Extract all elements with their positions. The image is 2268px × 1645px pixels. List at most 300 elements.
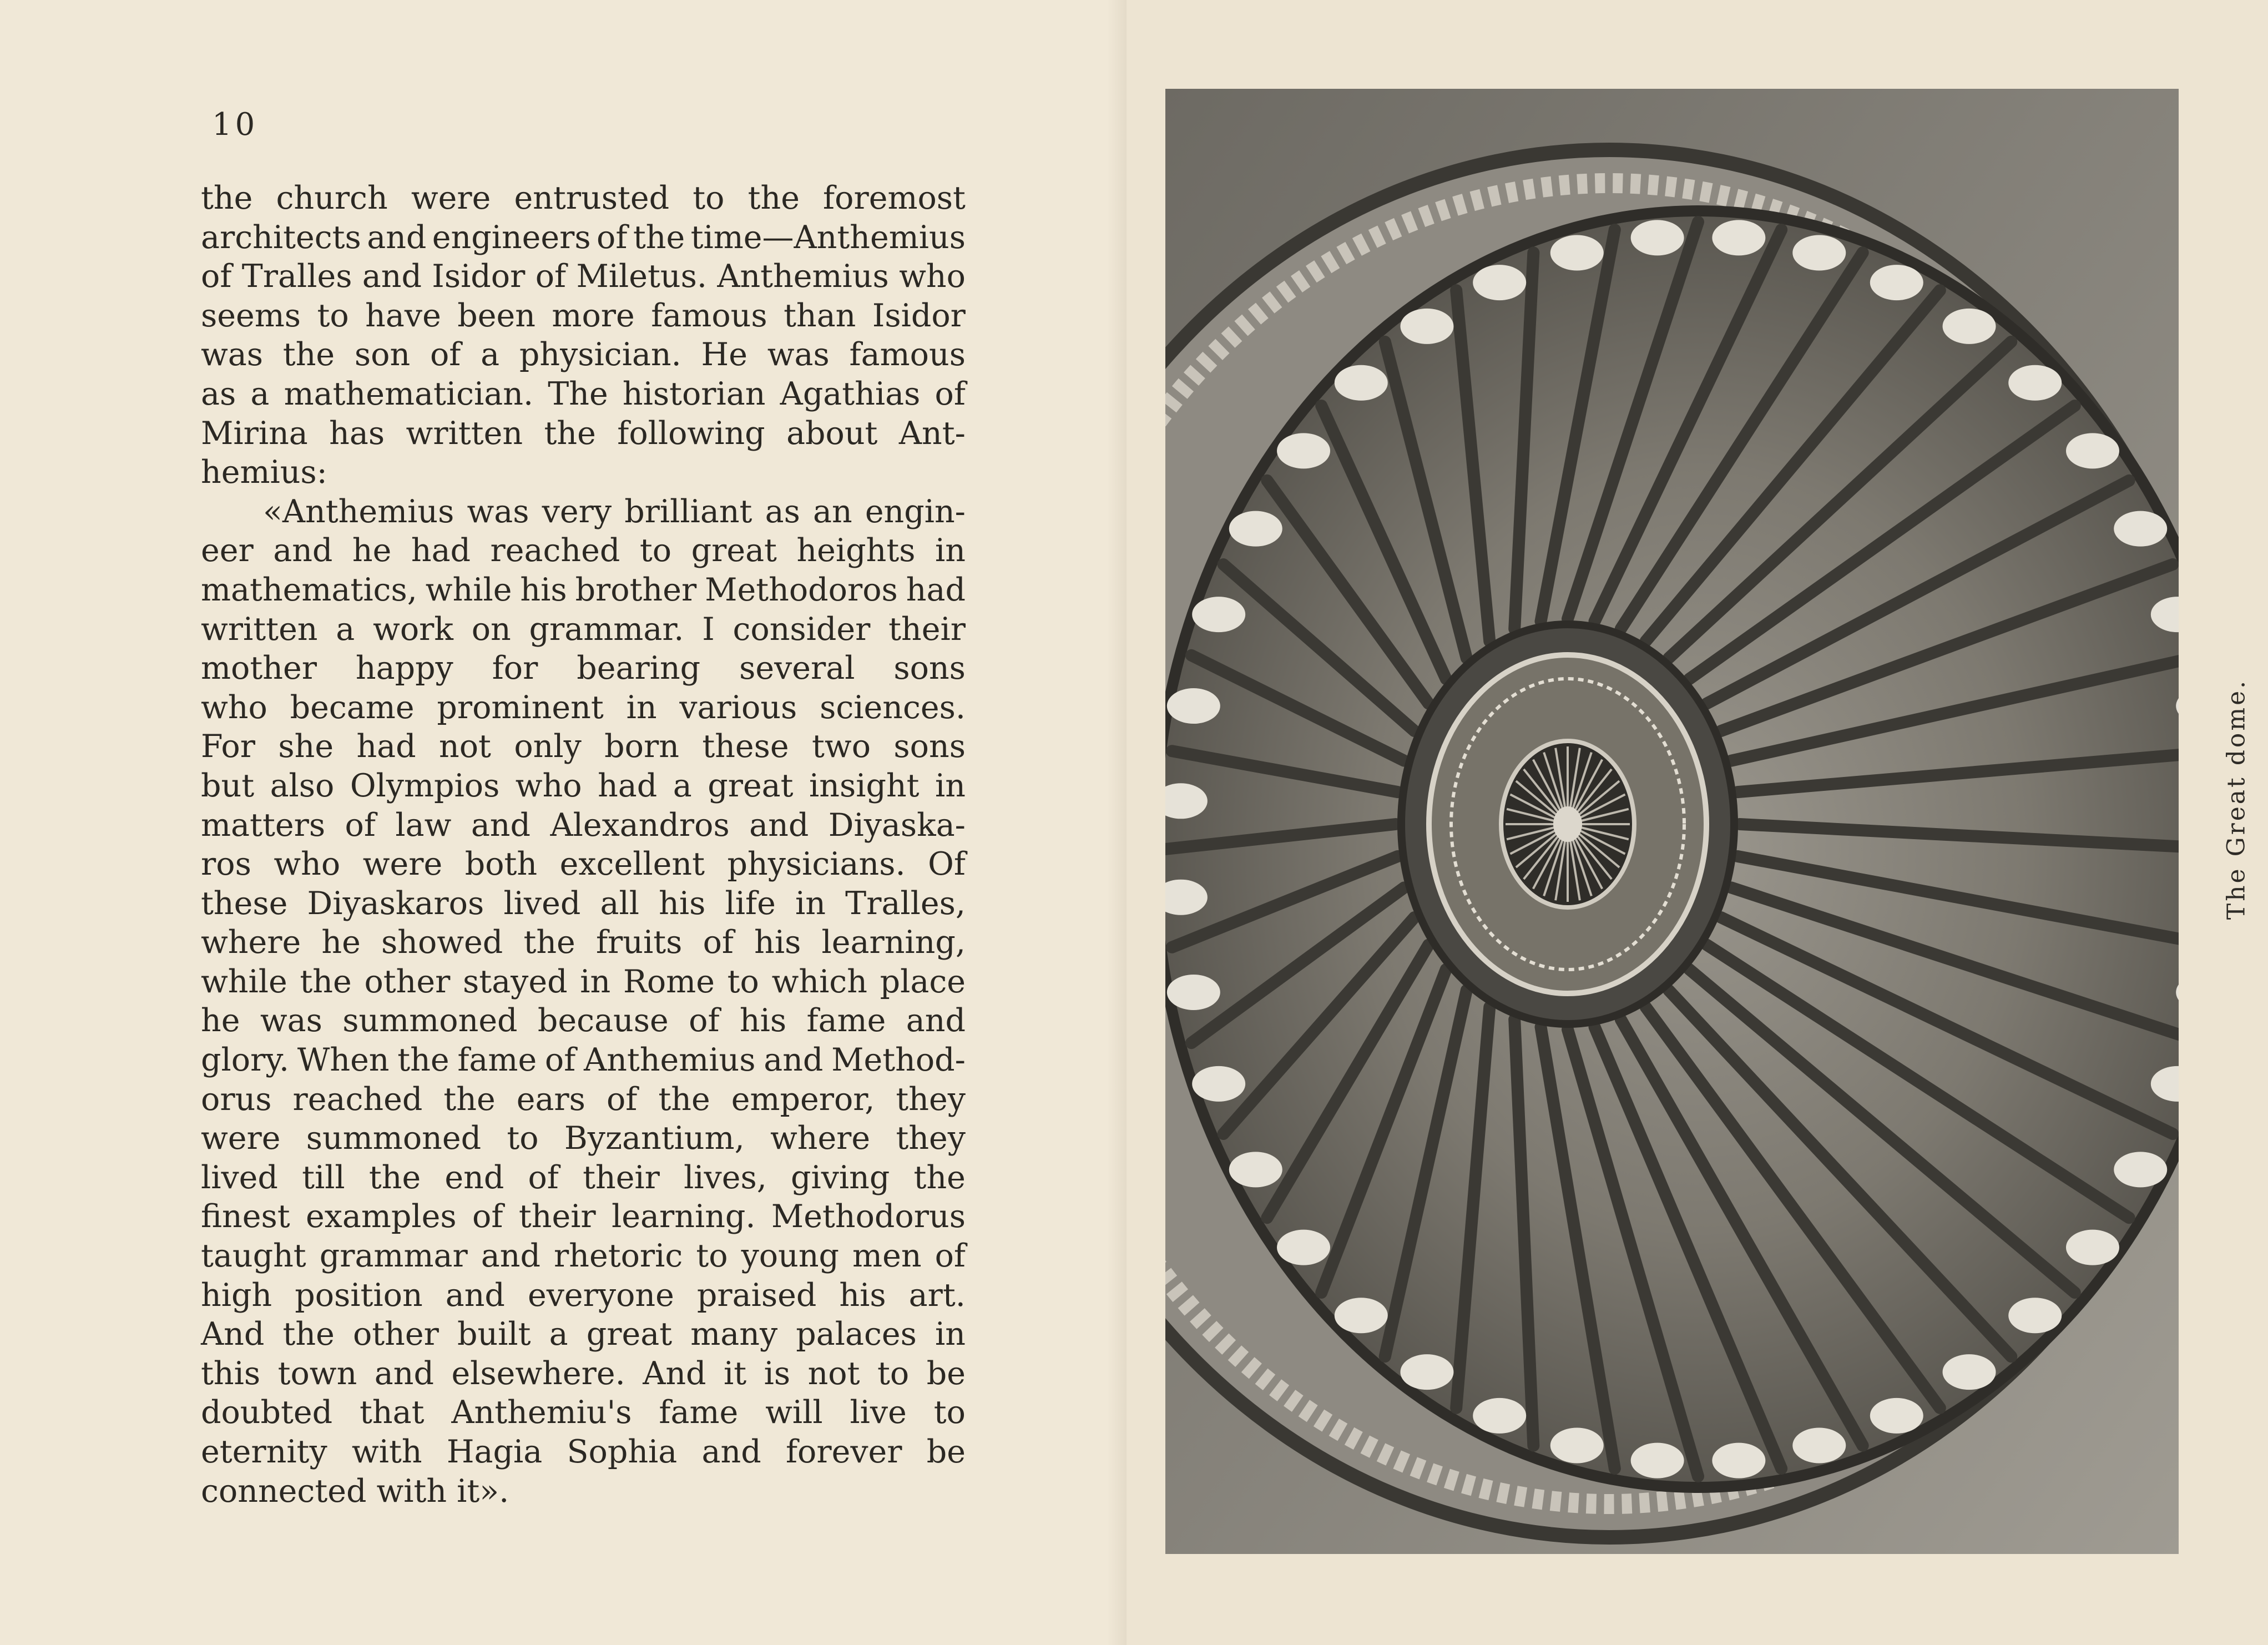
word: will xyxy=(765,1394,823,1431)
word: who xyxy=(201,689,267,726)
word: in xyxy=(626,689,657,726)
word: who xyxy=(274,846,341,883)
word: an xyxy=(812,493,852,530)
word: became xyxy=(290,689,415,726)
text-line xyxy=(201,1080,966,1119)
word: consider xyxy=(733,610,871,648)
dome-window xyxy=(1631,220,1684,255)
word: famous xyxy=(651,297,767,334)
dome-window xyxy=(2066,1230,2119,1265)
word: Tralles xyxy=(241,258,352,295)
word: physician. xyxy=(519,336,681,374)
text-line xyxy=(201,1237,966,1276)
word: Hagia xyxy=(446,1434,543,1470)
word: was xyxy=(767,336,830,374)
word: emperor, xyxy=(731,1081,875,1118)
word: orus xyxy=(201,1081,272,1118)
word: rhetoric xyxy=(554,1238,683,1275)
dome-window xyxy=(1943,309,1996,344)
word: law xyxy=(395,806,452,844)
dome-window xyxy=(1870,265,1923,300)
word: with xyxy=(376,1472,447,1510)
word: and xyxy=(749,806,809,844)
word: be xyxy=(926,1355,966,1392)
left-page xyxy=(0,0,1127,1645)
word: the xyxy=(282,336,335,374)
dome-window xyxy=(1229,511,1282,547)
word: lived xyxy=(201,1159,278,1196)
word: of xyxy=(935,375,966,412)
word: grammar xyxy=(319,1238,468,1275)
word: life xyxy=(725,885,776,922)
text-line xyxy=(201,1432,966,1472)
word: his xyxy=(520,571,567,608)
word: brilliant xyxy=(624,493,752,530)
dome-window xyxy=(1400,1354,1453,1390)
word: entrusted xyxy=(514,180,670,216)
word: glory. xyxy=(201,1042,290,1079)
word: for xyxy=(492,650,538,687)
plate-caption: The Great dome. xyxy=(2222,678,2251,920)
word: grammar. xyxy=(529,610,684,648)
word: ros xyxy=(201,846,251,883)
dome-window xyxy=(1167,688,1220,724)
text-line xyxy=(201,1119,966,1158)
text-line xyxy=(201,296,966,336)
word: bearing xyxy=(577,650,701,687)
word: was xyxy=(201,336,264,374)
text-line xyxy=(201,845,966,884)
word: Byzantium, xyxy=(564,1120,745,1157)
word: sons xyxy=(893,650,966,687)
word: mathematics, xyxy=(201,571,417,608)
word: and xyxy=(481,1238,541,1275)
word: as xyxy=(201,375,236,412)
word: to xyxy=(507,1120,539,1157)
word: not xyxy=(439,728,491,765)
word: Rome xyxy=(623,963,715,1000)
word: while xyxy=(425,571,512,608)
word: eer xyxy=(201,532,254,569)
dome-window xyxy=(1192,1066,1245,1102)
word: to xyxy=(639,532,672,569)
word: in xyxy=(795,885,826,922)
dome-window xyxy=(1792,235,1846,271)
word: summoned xyxy=(342,1002,518,1040)
word: hemius: xyxy=(201,454,327,491)
word: Isidor xyxy=(872,297,966,334)
text-line xyxy=(201,1001,966,1041)
word: been xyxy=(457,297,536,334)
word: finest xyxy=(201,1198,290,1235)
word: were xyxy=(201,1120,281,1157)
word: all xyxy=(600,885,639,922)
word: giving xyxy=(791,1159,890,1196)
word: church xyxy=(276,180,388,216)
word: the xyxy=(443,1081,496,1118)
text-line xyxy=(201,688,966,728)
word: eternity xyxy=(201,1434,327,1470)
word: For xyxy=(201,728,255,765)
word: Agathias xyxy=(780,375,921,412)
word: engin- xyxy=(865,493,966,530)
word: stayed xyxy=(463,963,568,1000)
word: to xyxy=(693,180,725,216)
word: were xyxy=(411,180,491,216)
word: is xyxy=(764,1355,791,1392)
text-line xyxy=(201,531,966,571)
word: the xyxy=(201,180,253,216)
word: many xyxy=(690,1316,778,1353)
word: in xyxy=(935,532,966,569)
word: about xyxy=(786,415,878,452)
word: Method- xyxy=(831,1042,966,1079)
dome-photograph xyxy=(1165,89,2179,1554)
dome-window xyxy=(2008,1298,2062,1333)
word: mother xyxy=(201,650,317,687)
word: to xyxy=(727,963,759,1000)
word: of xyxy=(935,1238,966,1275)
text-line xyxy=(201,1041,966,1080)
dome-window xyxy=(2008,365,2062,401)
word: end xyxy=(444,1159,504,1196)
word: where xyxy=(201,924,301,961)
word: a xyxy=(481,336,500,374)
word: matters xyxy=(201,806,326,844)
word: the xyxy=(282,1316,335,1353)
dome-window xyxy=(1400,309,1453,344)
word: in xyxy=(580,963,611,1000)
word: and xyxy=(374,1355,434,1392)
word: the xyxy=(747,180,800,216)
word: Diyaska- xyxy=(828,806,966,844)
word: his xyxy=(659,885,706,922)
word: fame xyxy=(659,1394,739,1431)
word: who xyxy=(515,767,582,804)
word: with xyxy=(351,1434,422,1470)
word: foremost xyxy=(823,180,966,216)
dome-window xyxy=(1712,220,1765,255)
word: high xyxy=(201,1276,272,1314)
word: time—Anthemius xyxy=(690,219,966,256)
text-line xyxy=(201,179,966,218)
word: of xyxy=(201,258,232,295)
word: taught xyxy=(201,1238,306,1275)
word: lived xyxy=(503,885,581,922)
word: physicians. xyxy=(727,846,906,883)
word: reached xyxy=(490,532,620,569)
text-line xyxy=(201,1354,966,1394)
word: and xyxy=(906,1002,966,1040)
word: his xyxy=(739,1002,787,1040)
word: Methodoros xyxy=(705,571,898,608)
word: these xyxy=(702,728,789,765)
word: And xyxy=(201,1316,265,1353)
dome-window xyxy=(1943,1354,1996,1390)
word: live xyxy=(850,1394,907,1431)
word: two xyxy=(812,728,871,765)
word: forever xyxy=(785,1434,902,1470)
word: the xyxy=(300,963,352,1000)
word: and xyxy=(701,1434,761,1470)
word: work xyxy=(373,610,453,648)
word: written xyxy=(201,610,318,648)
word: and xyxy=(764,1042,824,1079)
text-line xyxy=(201,571,966,610)
word: were xyxy=(362,846,443,883)
dome-window xyxy=(1473,1398,1526,1434)
word: the xyxy=(913,1159,966,1196)
word: had xyxy=(598,767,658,804)
word: reached xyxy=(292,1081,423,1118)
text-line xyxy=(201,884,966,924)
word: Isidor xyxy=(432,258,526,295)
word: they xyxy=(896,1081,966,1118)
word: Methodorus xyxy=(771,1198,966,1235)
text-line xyxy=(201,335,966,375)
word: has xyxy=(329,415,385,452)
word: showed xyxy=(381,924,503,961)
word: Mirina xyxy=(201,415,308,452)
word: Ant- xyxy=(898,415,966,452)
word: great xyxy=(708,767,794,804)
word: prominent xyxy=(437,689,604,726)
word: than xyxy=(784,297,856,334)
word: various xyxy=(679,689,797,726)
text-line xyxy=(201,962,966,1002)
dome-window xyxy=(1550,235,1604,271)
text-line xyxy=(201,492,966,532)
word: his xyxy=(839,1276,886,1314)
word: Diyaskaros xyxy=(307,885,484,922)
text-line xyxy=(201,1472,966,1511)
word: connected xyxy=(201,1472,367,1510)
word: «Anthemius xyxy=(263,493,454,530)
word: of xyxy=(472,1198,503,1235)
word: she xyxy=(278,728,334,765)
word: to xyxy=(317,297,349,334)
word: of xyxy=(597,219,628,256)
text-line xyxy=(201,727,966,766)
word: to xyxy=(933,1394,966,1431)
word: The xyxy=(548,375,608,412)
word: a xyxy=(250,375,270,412)
word: and xyxy=(367,219,427,256)
page-number: 10 xyxy=(212,107,259,143)
word: both xyxy=(464,846,538,883)
word: these xyxy=(201,885,288,922)
word: it». xyxy=(457,1472,509,1510)
word: engineers xyxy=(432,219,591,256)
word: palaces xyxy=(796,1316,917,1353)
text-line xyxy=(201,1393,966,1432)
dome-window xyxy=(1550,1427,1604,1463)
word: mathematician. xyxy=(284,375,534,412)
dome-window xyxy=(1712,1443,1765,1479)
word: be xyxy=(926,1434,966,1470)
word: fame xyxy=(457,1042,537,1079)
word: following xyxy=(617,415,765,452)
word: other xyxy=(364,963,451,1000)
word: their xyxy=(888,610,966,648)
word: historian xyxy=(622,375,766,412)
word: fruits xyxy=(595,924,683,961)
word: Sophia xyxy=(567,1434,678,1470)
word: till xyxy=(302,1159,345,1196)
text-line xyxy=(201,453,966,492)
word: ears xyxy=(516,1081,585,1118)
word: praised xyxy=(696,1276,817,1314)
word: he xyxy=(352,532,392,569)
word: this xyxy=(201,1355,261,1392)
word: their xyxy=(583,1159,660,1196)
word: of xyxy=(535,258,567,295)
body-text xyxy=(201,179,966,1511)
word: his xyxy=(754,924,801,961)
word: on xyxy=(471,610,511,648)
word: great xyxy=(586,1316,673,1353)
word: a xyxy=(673,767,692,804)
word: sons xyxy=(893,728,966,765)
text-line xyxy=(201,375,966,414)
word: but xyxy=(201,767,255,804)
word: the xyxy=(544,415,596,452)
word: they xyxy=(896,1120,966,1157)
word: to xyxy=(877,1355,910,1392)
text-line xyxy=(201,1158,966,1198)
dome-window xyxy=(1870,1398,1923,1434)
word: sciences. xyxy=(820,689,966,726)
dome-window xyxy=(1277,1230,1330,1265)
word: the xyxy=(658,1081,710,1118)
word: Miletus. xyxy=(576,258,707,295)
word: because xyxy=(537,1002,669,1040)
text-line xyxy=(201,1276,966,1315)
word: Anthemiu's xyxy=(451,1394,632,1431)
word: He xyxy=(701,336,747,374)
word: have xyxy=(365,297,441,334)
word: brother xyxy=(575,571,697,608)
word: Of xyxy=(928,846,966,883)
word: lives, xyxy=(684,1159,767,1196)
text-line xyxy=(201,1315,966,1354)
word: had xyxy=(411,532,471,569)
word: doubted xyxy=(201,1394,333,1431)
dome-window xyxy=(2114,511,2167,547)
word: Anthemius xyxy=(717,258,889,295)
word: that xyxy=(360,1394,425,1431)
word: elsewhere. xyxy=(451,1355,625,1392)
word: not xyxy=(807,1355,860,1392)
word: position xyxy=(295,1276,423,1314)
word: built xyxy=(457,1316,531,1353)
word: in xyxy=(935,1316,966,1353)
word: the xyxy=(523,924,575,961)
word: and xyxy=(471,806,531,844)
text-line xyxy=(201,218,966,258)
word: several xyxy=(739,650,855,687)
word: where xyxy=(770,1120,871,1157)
dome-window xyxy=(1335,365,1388,401)
dome-window xyxy=(1631,1443,1684,1479)
dome-window xyxy=(1167,975,1220,1010)
word: seems xyxy=(201,297,301,334)
word: I xyxy=(702,610,715,648)
word: he xyxy=(201,1002,240,1040)
word: written xyxy=(406,415,523,452)
word: their xyxy=(518,1198,596,1235)
dome-window xyxy=(1277,433,1330,468)
word: famous xyxy=(849,336,966,374)
word: the xyxy=(368,1159,421,1196)
word: excellent xyxy=(559,846,705,883)
word: young xyxy=(741,1238,840,1275)
word: learning. xyxy=(612,1198,756,1235)
word: When xyxy=(297,1042,390,1079)
word: of xyxy=(689,1002,720,1040)
dome-window xyxy=(1473,265,1526,300)
word: more xyxy=(552,297,635,334)
word: had xyxy=(906,571,966,608)
dome-window xyxy=(2114,1152,2167,1187)
word: summoned xyxy=(306,1120,482,1157)
word: and xyxy=(362,258,422,295)
word: heights xyxy=(796,532,916,569)
word: of xyxy=(345,806,376,844)
word: And xyxy=(643,1355,706,1392)
word: a xyxy=(336,610,355,648)
dome-window xyxy=(1335,1298,1388,1333)
word: also xyxy=(270,767,335,804)
word: the xyxy=(397,1042,449,1079)
word: fame xyxy=(806,1002,886,1040)
word: place xyxy=(880,963,966,1000)
word: of xyxy=(606,1081,638,1118)
word: very xyxy=(542,493,612,530)
word: while xyxy=(201,963,287,1000)
word: the xyxy=(633,219,685,256)
word: architects xyxy=(201,219,361,256)
word: son xyxy=(354,336,411,374)
dome-window xyxy=(2066,433,2119,468)
word: in xyxy=(935,767,966,804)
word: who xyxy=(899,258,966,295)
word: was xyxy=(260,1002,322,1040)
text-line xyxy=(201,1197,966,1237)
word: examples xyxy=(306,1198,457,1235)
word: to xyxy=(696,1238,728,1275)
text-line xyxy=(201,257,966,296)
dome-window xyxy=(1192,597,1245,632)
text-line xyxy=(201,649,966,688)
word: and xyxy=(273,532,333,569)
word: had xyxy=(356,728,416,765)
dome-window xyxy=(1229,1152,1282,1187)
word: of xyxy=(544,1042,576,1079)
word: and xyxy=(445,1276,505,1314)
word: as xyxy=(765,493,800,530)
word: happy xyxy=(355,650,453,687)
word: great xyxy=(691,532,777,569)
word: art. xyxy=(908,1276,966,1314)
word: town xyxy=(277,1355,357,1392)
word: learning, xyxy=(821,924,966,961)
word: he xyxy=(321,924,361,961)
word: other xyxy=(352,1316,439,1353)
word: Anthemius xyxy=(584,1042,756,1079)
word: insight xyxy=(809,767,920,804)
dome-window xyxy=(1792,1427,1846,1463)
